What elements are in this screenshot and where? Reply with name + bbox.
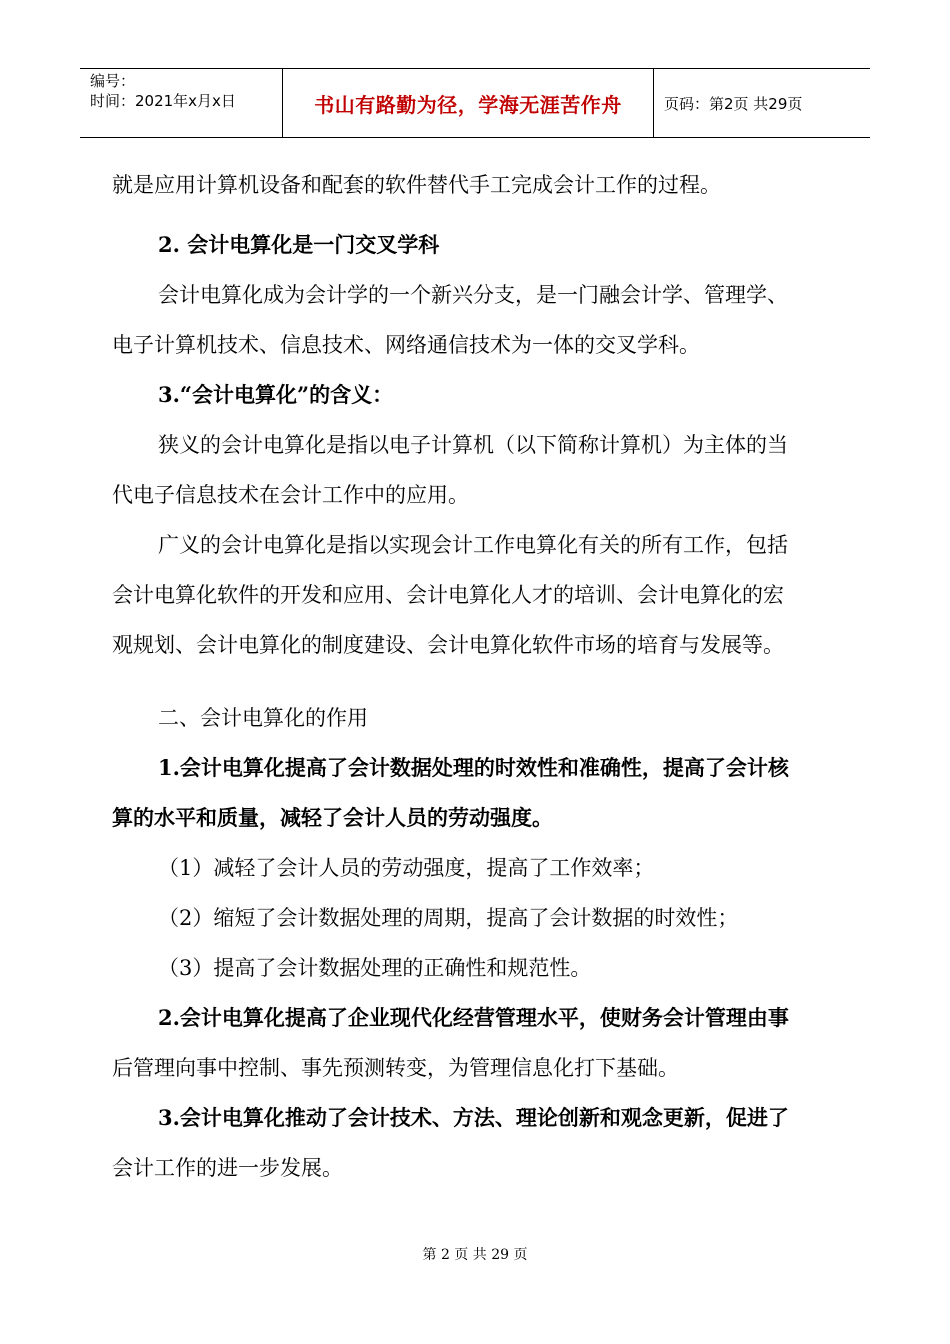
body-line: 会计电算化软件的开发和应用、会计电算化人才的培训、会计电算化的宏	[112, 583, 784, 607]
section-heading: 2. 会计电算化是一门交叉学科	[158, 232, 440, 257]
body-line: 算的水平和质量，减轻了会计人员的劳动强度。	[112, 805, 553, 830]
list-item: （3）提高了会计数据处理的正确性和规范性。	[158, 956, 592, 980]
header-page-cell	[654, 69, 870, 137]
body-line: 就是应用计算机设备和配套的软件替代手工完成会计工作的过程。	[112, 173, 721, 197]
list-item: （2）缩短了会计数据处理的周期，提高了会计数据的时效性；	[158, 906, 739, 930]
motto: 书山有路勤为径，学海无涯苦作舟	[314, 92, 622, 117]
body-line: 电子计算机技术、信息技术、网络通信技术为一体的交叉学科。	[112, 333, 700, 357]
chapter-heading: 二、会计电算化的作用	[158, 706, 368, 730]
body-line: 观规划、会计电算化的制度建设、会计电算化软件市场的培育与发展等。	[112, 633, 784, 657]
section-heading: 3.“会计电算化”的含义：	[158, 382, 394, 407]
time-label: 时间：2021年x月x日	[90, 92, 236, 110]
body-line: 1.会计电算化提高了会计数据处理的时效性和准确性，提高了会计核	[158, 755, 789, 780]
body-line: 会计电算化成为会计学的一个新兴分支，是一门融会计学、管理学、	[158, 283, 788, 307]
header-motto-cell	[283, 69, 654, 137]
body-line: 广义的会计电算化是指以实现会计工作电算化有关的所有工作，包括	[158, 533, 788, 557]
body-line: 代电子信息技术在会计工作中的应用。	[112, 483, 469, 507]
list-item: （1）减轻了会计人员的劳动强度，提高了工作效率；	[158, 856, 655, 880]
body-line: 3.会计电算化推动了会计技术、方法、理论创新和观念更新，促进了	[158, 1105, 789, 1130]
number-label: 编号：	[90, 72, 136, 90]
body-line: 后管理向事中控制、事先预测转变，为管理信息化打下基础。	[112, 1056, 679, 1080]
header-table	[80, 68, 870, 138]
body-line: 2.会计电算化提高了企业现代化经营管理水平，使财务会计管理由事	[158, 1005, 789, 1030]
page-footer: 第 2 页 共 29 页	[422, 1247, 528, 1263]
body-line: 会计工作的进一步发展。	[112, 1156, 343, 1180]
body-line: 狭义的会计电算化是指以电子计算机（以下简称计算机）为主体的当	[158, 433, 788, 457]
header-info-cell	[80, 69, 283, 137]
page-info: 页码：第2页 共29页	[664, 94, 803, 113]
